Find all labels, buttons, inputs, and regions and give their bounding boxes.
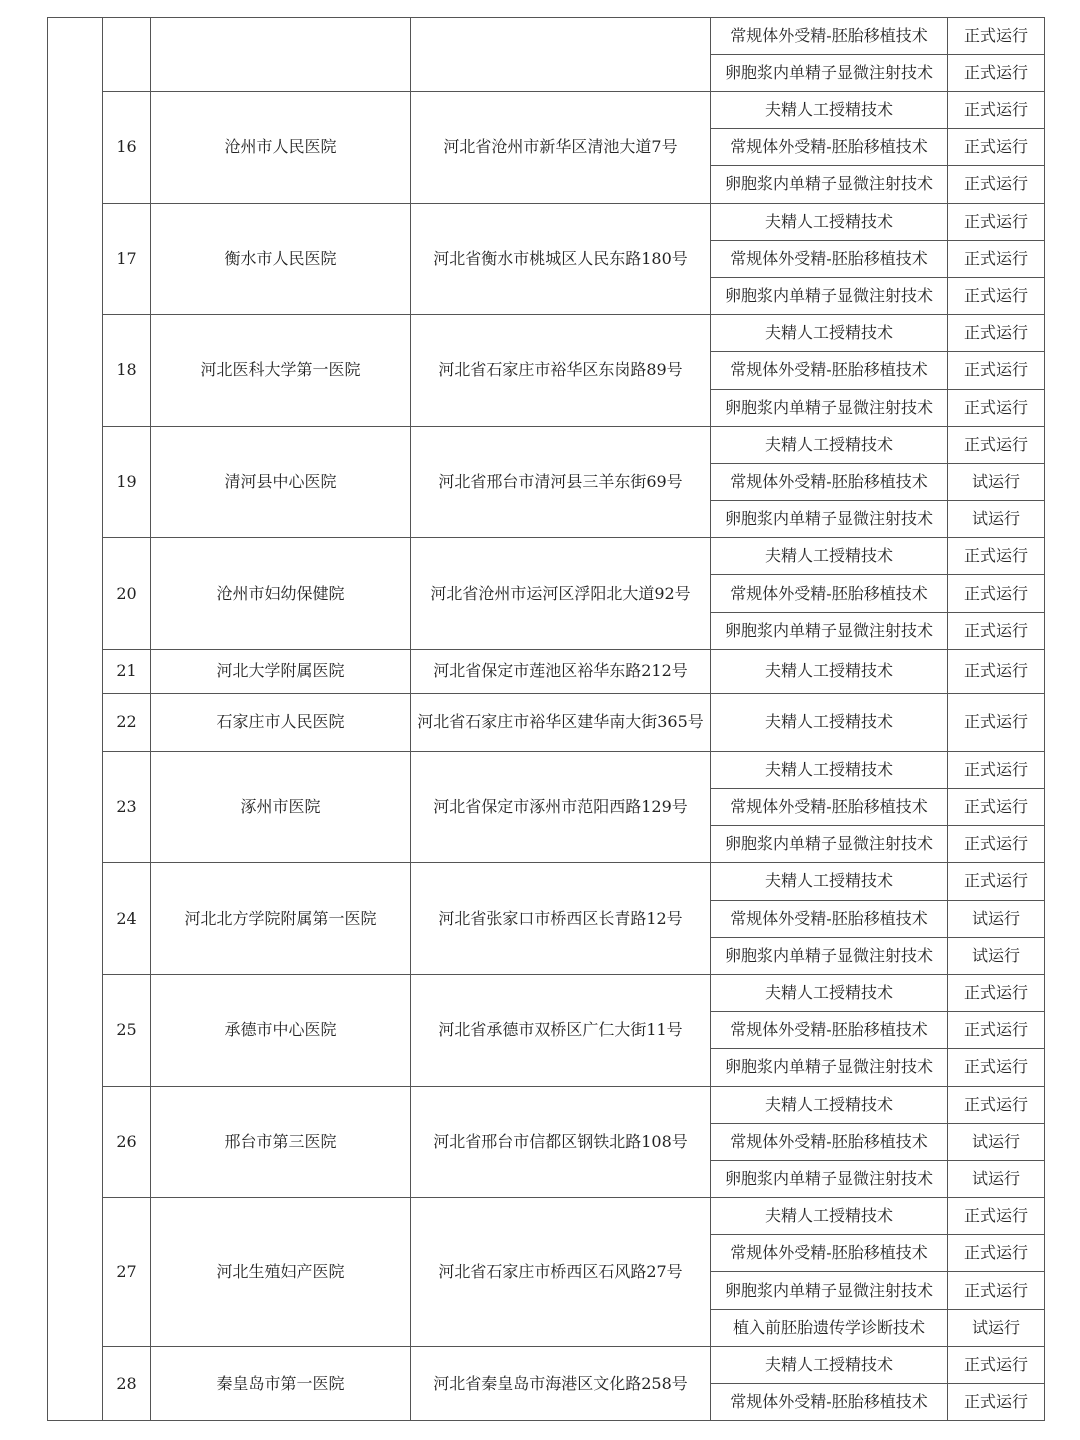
address-cell: 河北省衡水市桃城区人民东路180号: [411, 203, 711, 315]
status-cell: 正式运行: [948, 1384, 1045, 1421]
index-cell: 21: [103, 649, 151, 693]
index-cell: 16: [103, 92, 151, 204]
technology-cell: 常规体外受精-胚胎移植技术: [711, 1384, 948, 1421]
address-cell: 河北省保定市涿州市范阳西路129号: [411, 751, 711, 863]
region-cell: [48, 18, 103, 1421]
address-cell: 河北省秦皇岛市海港区文化路258号: [411, 1346, 711, 1420]
status-cell: 正式运行: [948, 1272, 1045, 1309]
hospital-name-cell: 沧州市妇幼保健院: [151, 538, 411, 650]
technology-cell: 夫精人工授精技术: [711, 203, 948, 240]
technology-cell: 夫精人工授精技术: [711, 974, 948, 1011]
technology-cell: 卵胞浆内单精子显微注射技术: [711, 501, 948, 538]
table-row: [48, 18, 1045, 55]
status-cell: 正式运行: [948, 649, 1045, 693]
technology-cell: 卵胞浆内单精子显微注射技术: [711, 937, 948, 974]
status-cell: 正式运行: [948, 352, 1045, 389]
index-cell: 20: [103, 538, 151, 650]
table-row: [48, 693, 1045, 751]
status-cell: 正式运行: [948, 789, 1045, 826]
address-cell: 河北省石家庄市裕华区建华南大街365号: [411, 693, 711, 751]
status-cell: 正式运行: [948, 693, 1045, 751]
institution-table: [47, 17, 1045, 1421]
technology-cell: 常规体外受精-胚胎移植技术: [711, 352, 948, 389]
status-cell: 正式运行: [948, 1012, 1045, 1049]
status-cell: 试运行: [948, 937, 1045, 974]
technology-cell: 夫精人工授精技术: [711, 538, 948, 575]
status-cell: 试运行: [948, 1309, 1045, 1346]
table-row: [48, 426, 1045, 463]
status-cell: 试运行: [948, 1123, 1045, 1160]
status-cell: 正式运行: [948, 389, 1045, 426]
technology-cell: 常规体外受精-胚胎移植技术: [711, 1123, 948, 1160]
index-cell: 24: [103, 863, 151, 975]
hospital-name-cell: 河北医科大学第一医院: [151, 315, 411, 427]
address-cell: 河北省邢台市清河县三羊东街69号: [411, 426, 711, 538]
address-cell: 河北省沧州市新华区清池大道7号: [411, 92, 711, 204]
technology-cell: 常规体外受精-胚胎移植技术: [711, 575, 948, 612]
status-cell: 试运行: [948, 900, 1045, 937]
technology-cell: 卵胞浆内单精子显微注射技术: [711, 166, 948, 203]
index-cell: 18: [103, 315, 151, 427]
hospital-name-cell: 河北北方学院附属第一医院: [151, 863, 411, 975]
table-row: [48, 1198, 1045, 1235]
status-cell: 正式运行: [948, 974, 1045, 1011]
table-row: [48, 538, 1045, 575]
table-row: [48, 203, 1045, 240]
address-cell: 河北省承德市双桥区广仁大街11号: [411, 974, 711, 1086]
status-cell: 正式运行: [948, 55, 1045, 92]
technology-cell: 植入前胚胎遗传学诊断技术: [711, 1309, 948, 1346]
status-cell: 正式运行: [948, 575, 1045, 612]
technology-cell: 卵胞浆内单精子显微注射技术: [711, 55, 948, 92]
address-cell: 河北省石家庄市裕华区东岗路89号: [411, 315, 711, 427]
technology-cell: 卵胞浆内单精子显微注射技术: [711, 826, 948, 863]
technology-cell: 常规体外受精-胚胎移植技术: [711, 900, 948, 937]
status-cell: 试运行: [948, 1160, 1045, 1197]
technology-cell: 常规体外受精-胚胎移植技术: [711, 1235, 948, 1272]
hospital-name-cell: 承德市中心医院: [151, 974, 411, 1086]
hospital-name-cell: 清河县中心医院: [151, 426, 411, 538]
address-cell: 河北省沧州市运河区浮阳北大道92号: [411, 538, 711, 650]
technology-cell: 夫精人工授精技术: [711, 751, 948, 788]
address-cell: 河北省张家口市桥西区长青路12号: [411, 863, 711, 975]
technology-cell: 卵胞浆内单精子显微注射技术: [711, 389, 948, 426]
technology-cell: 夫精人工授精技术: [711, 649, 948, 693]
index-cell: 23: [103, 751, 151, 863]
hospital-name-cell: 河北大学附属医院: [151, 649, 411, 693]
table-row: [48, 974, 1045, 1011]
technology-cell: 夫精人工授精技术: [711, 863, 948, 900]
technology-cell: 卵胞浆内单精子显微注射技术: [711, 612, 948, 649]
table-row: [48, 315, 1045, 352]
technology-cell: 夫精人工授精技术: [711, 693, 948, 751]
technology-cell: 常规体外受精-胚胎移植技术: [711, 129, 948, 166]
status-cell: 正式运行: [948, 426, 1045, 463]
hospital-name-cell: 涿州市医院: [151, 751, 411, 863]
address-cell: 河北省石家庄市桥西区石风路27号: [411, 1198, 711, 1347]
technology-cell: 常规体外受精-胚胎移植技术: [711, 463, 948, 500]
status-cell: 正式运行: [948, 1235, 1045, 1272]
hospital-name-cell: 邢台市第三医院: [151, 1086, 411, 1198]
table-row: [48, 751, 1045, 788]
status-cell: 正式运行: [948, 612, 1045, 649]
status-cell: 正式运行: [948, 315, 1045, 352]
index-cell: [103, 18, 151, 92]
status-cell: 试运行: [948, 501, 1045, 538]
address-cell: 河北省邢台市信都区钢铁北路108号: [411, 1086, 711, 1198]
index-cell: 17: [103, 203, 151, 315]
hospital-name-cell: [151, 18, 411, 92]
address-cell: 河北省保定市莲池区裕华东路212号: [411, 649, 711, 693]
technology-cell: 夫精人工授精技术: [711, 315, 948, 352]
index-cell: 26: [103, 1086, 151, 1198]
status-cell: 正式运行: [948, 240, 1045, 277]
status-cell: 正式运行: [948, 826, 1045, 863]
hospital-name-cell: 沧州市人民医院: [151, 92, 411, 204]
status-cell: 正式运行: [948, 1049, 1045, 1086]
technology-cell: 夫精人工授精技术: [711, 1086, 948, 1123]
status-cell: 正式运行: [948, 538, 1045, 575]
hospital-name-cell: 秦皇岛市第一医院: [151, 1346, 411, 1420]
table-row: [48, 1086, 1045, 1123]
index-cell: 27: [103, 1198, 151, 1347]
index-cell: 28: [103, 1346, 151, 1420]
status-cell: 正式运行: [948, 166, 1045, 203]
status-cell: 正式运行: [948, 1086, 1045, 1123]
technology-cell: 常规体外受精-胚胎移植技术: [711, 18, 948, 55]
technology-cell: 常规体外受精-胚胎移植技术: [711, 240, 948, 277]
status-cell: 正式运行: [948, 129, 1045, 166]
status-cell: 试运行: [948, 463, 1045, 500]
index-cell: 19: [103, 426, 151, 538]
technology-cell: 夫精人工授精技术: [711, 1346, 948, 1383]
hospital-name-cell: 石家庄市人民医院: [151, 693, 411, 751]
address-cell: [411, 18, 711, 92]
technology-cell: 卵胞浆内单精子显微注射技术: [711, 1049, 948, 1086]
technology-cell: 卵胞浆内单精子显微注射技术: [711, 1160, 948, 1197]
status-cell: 正式运行: [948, 751, 1045, 788]
technology-cell: 常规体外受精-胚胎移植技术: [711, 1012, 948, 1049]
status-cell: 正式运行: [948, 18, 1045, 55]
table-row: [48, 1346, 1045, 1383]
hospital-name-cell: 衡水市人民医院: [151, 203, 411, 315]
status-cell: 正式运行: [948, 1346, 1045, 1383]
status-cell: 正式运行: [948, 1198, 1045, 1235]
table-row: [48, 92, 1045, 129]
technology-cell: 夫精人工授精技术: [711, 1198, 948, 1235]
technology-cell: 卵胞浆内单精子显微注射技术: [711, 277, 948, 314]
status-cell: 正式运行: [948, 863, 1045, 900]
status-cell: 正式运行: [948, 277, 1045, 314]
hospital-name-cell: 河北生殖妇产医院: [151, 1198, 411, 1347]
table-row: [48, 649, 1045, 693]
status-cell: 正式运行: [948, 92, 1045, 129]
table-row: [48, 863, 1045, 900]
technology-cell: 夫精人工授精技术: [711, 426, 948, 463]
technology-cell: 夫精人工授精技术: [711, 92, 948, 129]
status-cell: 正式运行: [948, 203, 1045, 240]
index-cell: 25: [103, 974, 151, 1086]
index-cell: 22: [103, 693, 151, 751]
technology-cell: 常规体外受精-胚胎移植技术: [711, 789, 948, 826]
technology-cell: 卵胞浆内单精子显微注射技术: [711, 1272, 948, 1309]
